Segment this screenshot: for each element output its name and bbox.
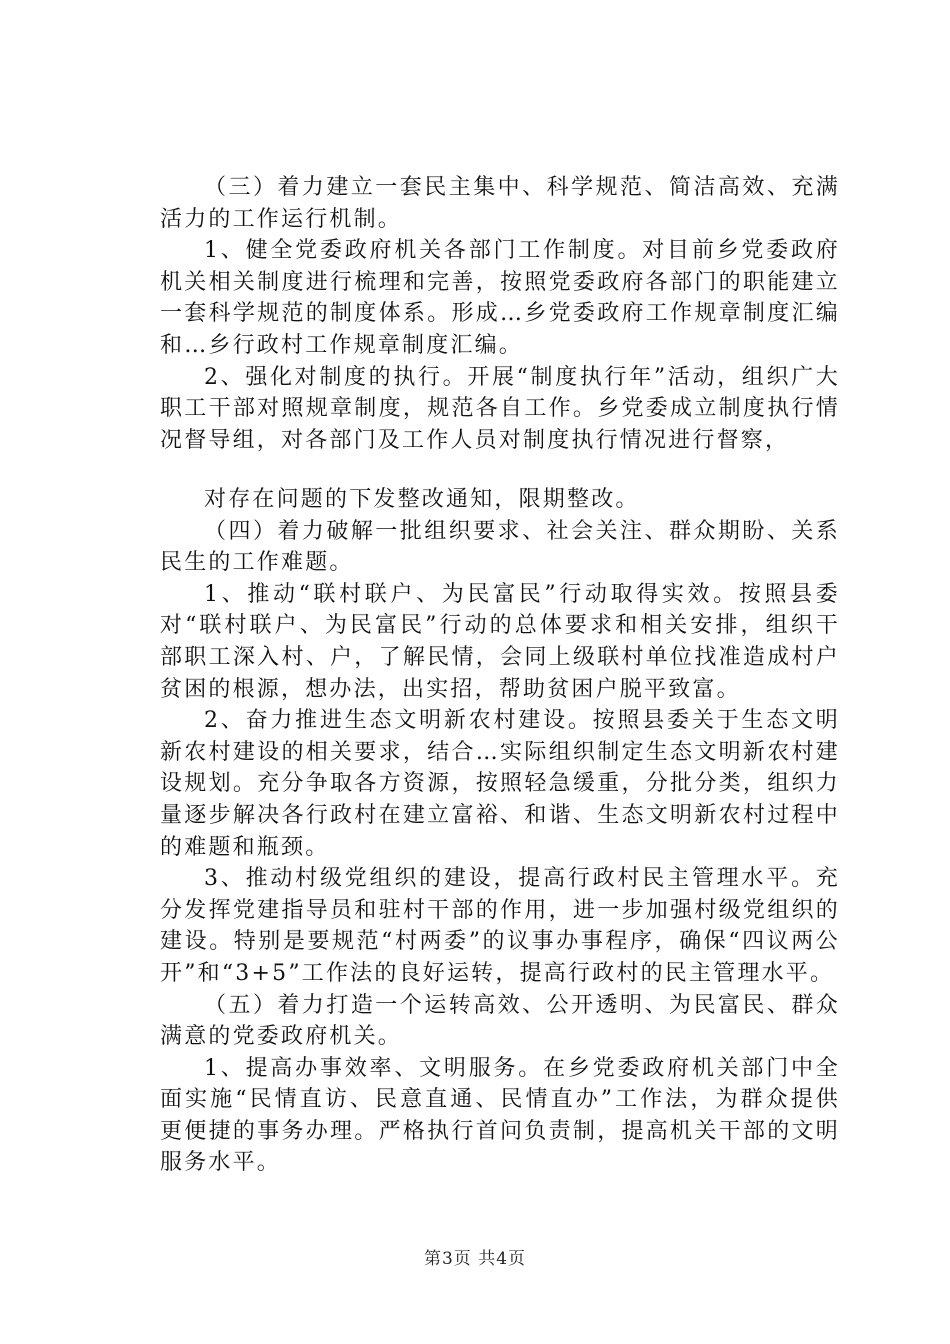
paragraph-section-three-heading: （三）着力建立一套民主集中、科学规范、简洁高效、充满活力的工作运行机制。 bbox=[160, 175, 840, 232]
paragraph-item-3: 3、推动村级党组织的建设，提高行政村民主管理水平。充分发挥党建指导员和驻村干部的作用，进一步加强村级党组织的建设。特别是要规范“村两委”的议事办事程序，确保“四议两公开”和“3+5”工作法的良好运转，提高行政村的民主管理水平。 bbox=[160, 866, 840, 986]
text-section-upper bbox=[160, 172, 840, 456]
paragraph-continuation: 对存在问题的下发整改通知，限期整改。 bbox=[204, 487, 640, 512]
page-number-indicator: 第3页 共4页 bbox=[423, 1249, 527, 1269]
page-footer bbox=[0, 1244, 950, 1269]
paragraph-item-1: 1、健全党委政府机关各部门工作制度。对目前乡党委政府机关相关制度进行梳理和完善，按照党委政府各部门的职能建立一套科学规范的制度体系。形成…乡党委政府工作规章制度汇编和…乡行政村工作规章制度汇编。 bbox=[160, 238, 840, 358]
paragraph-item-1: 1、推动“联村联户、为民富民”行动取得实效。按照县委对“联村联户、为民富民”行动的总体要求和相关安排，组织干部职工深入村、户，了解民情，会同上级联村单位找准造成村户贫困的根源，想办法，出实招，帮助贫困户脱平致富。 bbox=[160, 581, 840, 702]
paragraph-section-five-heading: （五）着力打造一个运转高效、公开透明、为民富民、群众满意的党委政府机关。 bbox=[160, 992, 840, 1050]
text-section-lower bbox=[160, 484, 840, 1179]
paragraph-item-1: 1、提高办事效率、文明服务。在乡党委政府机关部门中全面实施“民情直访、民意直通、民情直办”工作法，为群众提供更便捷的事务办理。严格执行首问负责制，提高机关干部的文明服务水平。 bbox=[160, 1055, 840, 1176]
paragraph-section-four-heading: （四）着力破解一批组织要求、社会关注、群众期盼、关系民生的工作难题。 bbox=[160, 518, 840, 576]
paragraph-item-2: 2、强化对制度的执行。开展“制度执行年”活动，组织广大职工干部对照规章制度，规范各自工作。乡党委成立制度执行情况督导组，对各部门及工作人员对制度执行情况进行督察， bbox=[160, 364, 840, 453]
paragraph-item-2: 2、奋力推进生态文明新农村建设。按照县委关于生态文明新农村建设的相关要求，结合…实际组织制定生态文明新农村建设规划。充分争取各方资源，按照轻急缓重，分批分类，组织力量逐步解决各行政村在建立富裕、和谐、生态文明新农村过程中的难题和瓶颈。 bbox=[160, 708, 840, 860]
